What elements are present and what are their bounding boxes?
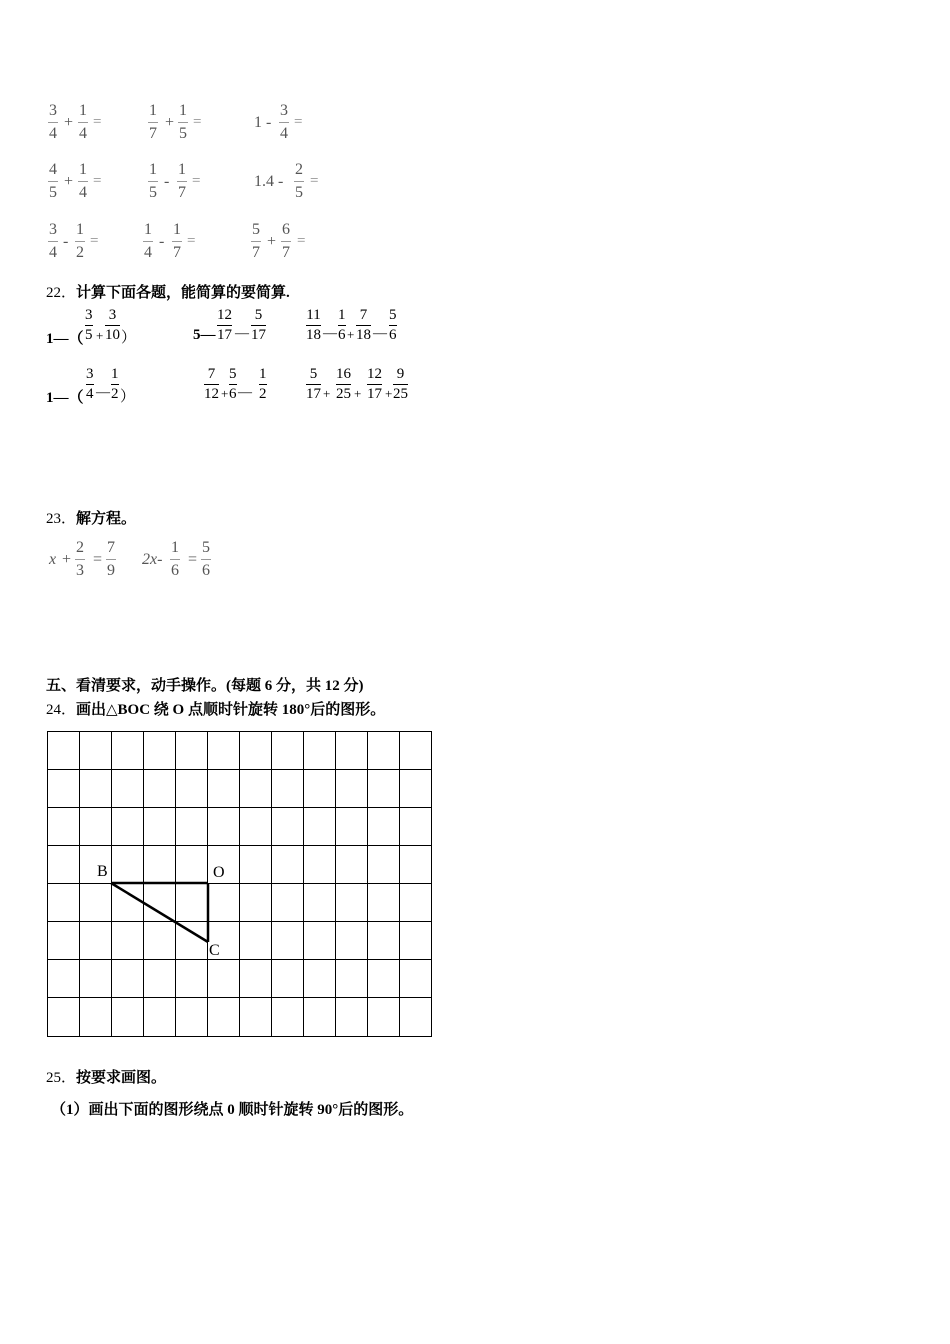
fraction: [356, 308, 371, 343]
denominator: 4: [144, 244, 152, 261]
fraction: [86, 367, 94, 402]
fraction: [281, 222, 291, 261]
equals-sign: =: [310, 173, 319, 189]
numerator: 1: [111, 366, 119, 382]
section-5-heading: 五、看清要求，动手操作。(每题 6 分，共 12 分): [46, 678, 364, 694]
numerator: 3: [108, 307, 117, 323]
fraction: [279, 103, 289, 142]
numerator: 12: [217, 307, 232, 323]
operator: +: [62, 551, 72, 568]
denominator: 12: [204, 386, 219, 402]
equals-sign: =: [187, 233, 196, 249]
fraction: [48, 103, 58, 142]
numerator: 3: [85, 307, 93, 323]
q25-title: [46, 1066, 166, 1087]
denominator: 6: [389, 327, 397, 343]
operator: —: [238, 385, 252, 400]
grid-lines: [47, 731, 432, 1037]
numerator: 1: [338, 307, 346, 323]
variable-term: 2x-: [142, 551, 163, 568]
prefix-term: 1.4 -: [254, 173, 284, 190]
denominator: 5: [49, 184, 57, 201]
denominator: 7: [149, 125, 157, 142]
operator: +: [64, 173, 74, 190]
fraction: [336, 367, 351, 402]
operator: -: [164, 173, 170, 190]
point-label-o: O: [213, 864, 225, 881]
q24-grid[interactable]: [47, 731, 433, 1038]
numerator: 1: [178, 161, 186, 178]
equals-sign: =: [93, 173, 102, 189]
equals-sign: =: [93, 551, 103, 568]
denominator: 4: [49, 244, 57, 261]
numerator: 11: [306, 307, 321, 323]
numerator: 3: [49, 102, 57, 119]
fraction: [172, 222, 182, 261]
variable: x: [49, 551, 57, 568]
close-paren: ）: [121, 330, 137, 346]
grid-canvas: [47, 731, 433, 1038]
equals-sign: =: [193, 114, 202, 130]
denominator: 6: [338, 327, 346, 343]
fraction: [251, 222, 261, 261]
numerator: 7: [359, 307, 368, 323]
denominator: 17: [367, 386, 382, 402]
fraction: [85, 308, 93, 343]
fraction: [229, 367, 237, 402]
denominator: 10: [105, 327, 120, 343]
denominator: 7: [252, 244, 260, 261]
fraction: [393, 367, 408, 402]
numerator: 7: [207, 366, 216, 382]
point-label-c: C: [209, 942, 220, 959]
fraction: [48, 222, 58, 261]
numerator: 5: [254, 307, 263, 323]
equals-sign: =: [294, 114, 303, 130]
denominator: 5: [295, 184, 303, 201]
point-label-b: B: [97, 863, 108, 880]
numerator: 1: [144, 221, 152, 238]
denominator: 2: [259, 386, 267, 402]
question-number: 24．: [46, 702, 77, 718]
numerator: 4: [49, 161, 57, 178]
denominator: 9: [107, 562, 115, 579]
fraction: [306, 308, 321, 343]
equals-sign: =: [90, 233, 99, 249]
denominator: 2: [76, 244, 84, 261]
fraction: [367, 367, 382, 402]
numerator: 1: [171, 539, 179, 556]
denominator: 6: [229, 386, 237, 402]
operator: -: [159, 233, 165, 250]
numerator: 7: [107, 539, 115, 556]
question-number: 25．: [46, 1070, 77, 1086]
numerator: 1: [79, 102, 87, 119]
operator: +: [354, 386, 362, 401]
denominator: 18: [306, 327, 321, 343]
operator: —: [235, 326, 249, 341]
numerator: 5: [202, 539, 210, 556]
numerator: 1: [259, 366, 267, 382]
denominator: 25: [336, 386, 351, 402]
operator: +: [96, 328, 104, 343]
close-paren: ）: [120, 389, 136, 405]
numerator: 5: [229, 366, 237, 382]
numerator: 3: [280, 102, 288, 119]
numerator: 5: [309, 366, 318, 382]
fraction: [178, 103, 188, 142]
operator: +: [165, 114, 175, 131]
question-text: 按要求画图。: [76, 1070, 167, 1086]
equals-sign: =: [192, 173, 201, 189]
operator: —: [96, 385, 110, 400]
numerator: 6: [282, 221, 290, 238]
denominator: 7: [173, 244, 181, 261]
fraction: [204, 367, 219, 402]
numerator: 16: [336, 366, 351, 382]
fraction: [389, 308, 397, 343]
fraction: [251, 308, 266, 343]
fraction: [148, 103, 158, 142]
numerator: 5: [389, 307, 397, 323]
operator: +: [267, 233, 277, 250]
fraction: [106, 540, 116, 579]
operator: —: [373, 326, 387, 341]
equals-sign: =: [93, 114, 102, 130]
denominator: 25: [393, 386, 408, 402]
prefix-term: 1 -: [254, 114, 272, 131]
numerator: 1: [76, 221, 84, 238]
denominator: 17: [217, 327, 232, 343]
denominator: 2: [111, 386, 119, 402]
denominator: 4: [49, 125, 57, 142]
numerator: 3: [86, 366, 94, 382]
question-text: 计算下面各题，能简算的要简算.: [76, 285, 290, 301]
denominator: 6: [202, 562, 210, 579]
fraction: [78, 162, 88, 201]
triangle-boc: [111, 883, 208, 942]
numerator: 2: [295, 161, 303, 178]
fraction: [143, 222, 153, 261]
denominator: 5: [85, 327, 93, 343]
fraction: [217, 308, 232, 343]
operator: —: [323, 326, 337, 341]
numerator: 1: [79, 161, 87, 178]
denominator: 6: [171, 562, 179, 579]
fraction: [78, 103, 88, 142]
q22-title: [46, 281, 290, 302]
fraction: [148, 162, 158, 201]
q24-title: [46, 698, 385, 719]
operator: +: [347, 327, 355, 342]
operator: +: [385, 386, 393, 401]
denominator: 4: [280, 125, 288, 142]
numerator: 1: [179, 102, 187, 119]
denominator: 7: [282, 244, 290, 261]
numerator: 3: [49, 221, 57, 238]
fraction: [105, 308, 120, 343]
fraction: [306, 367, 321, 402]
numerator: 1: [149, 102, 157, 119]
fraction: [48, 162, 58, 201]
fraction: [111, 367, 119, 402]
question-number: 22．: [46, 285, 77, 301]
numerator: 1: [173, 221, 181, 238]
q25-sub-1: （1）画出下面的图形绕点 0 顺时针旋转 90°后的图形。: [51, 1102, 414, 1118]
operator: +: [221, 386, 229, 401]
expr-lead: 5—: [193, 327, 216, 343]
fraction: [75, 540, 85, 579]
numerator: 9: [396, 366, 405, 382]
denominator: 4: [79, 184, 87, 201]
fraction: [338, 308, 346, 343]
equals-sign: =: [297, 233, 306, 249]
operator: +: [323, 386, 331, 401]
question-text: 解方程。: [76, 511, 137, 527]
denominator: 3: [76, 562, 84, 579]
fraction: [170, 540, 180, 579]
fraction: [201, 540, 211, 579]
denominator: 5: [179, 125, 187, 142]
numerator: 12: [367, 366, 382, 382]
denominator: 7: [178, 184, 186, 201]
expr-lead: 1—（: [46, 390, 84, 406]
denominator: 17: [251, 327, 266, 343]
operator: +: [64, 114, 74, 131]
equals-sign: =: [188, 551, 198, 568]
question-number: 23．: [46, 511, 77, 527]
operator: -: [63, 233, 69, 250]
fraction: [177, 162, 187, 201]
denominator: 18: [356, 327, 371, 343]
numerator: 5: [252, 221, 260, 238]
fraction: [259, 367, 267, 402]
fraction: [75, 222, 85, 261]
question-text: 画出△BOC 绕 O 点顺时针旋转 180°后的图形。: [76, 702, 386, 718]
denominator: 4: [79, 125, 87, 142]
denominator: 5: [149, 184, 157, 201]
numerator: 2: [76, 539, 84, 556]
denominator: 4: [86, 386, 94, 402]
fraction: [294, 162, 304, 201]
q23-title: [46, 507, 136, 528]
expr-lead: 1—（: [46, 331, 84, 347]
numerator: 1: [149, 161, 157, 178]
denominator: 17: [306, 386, 321, 402]
